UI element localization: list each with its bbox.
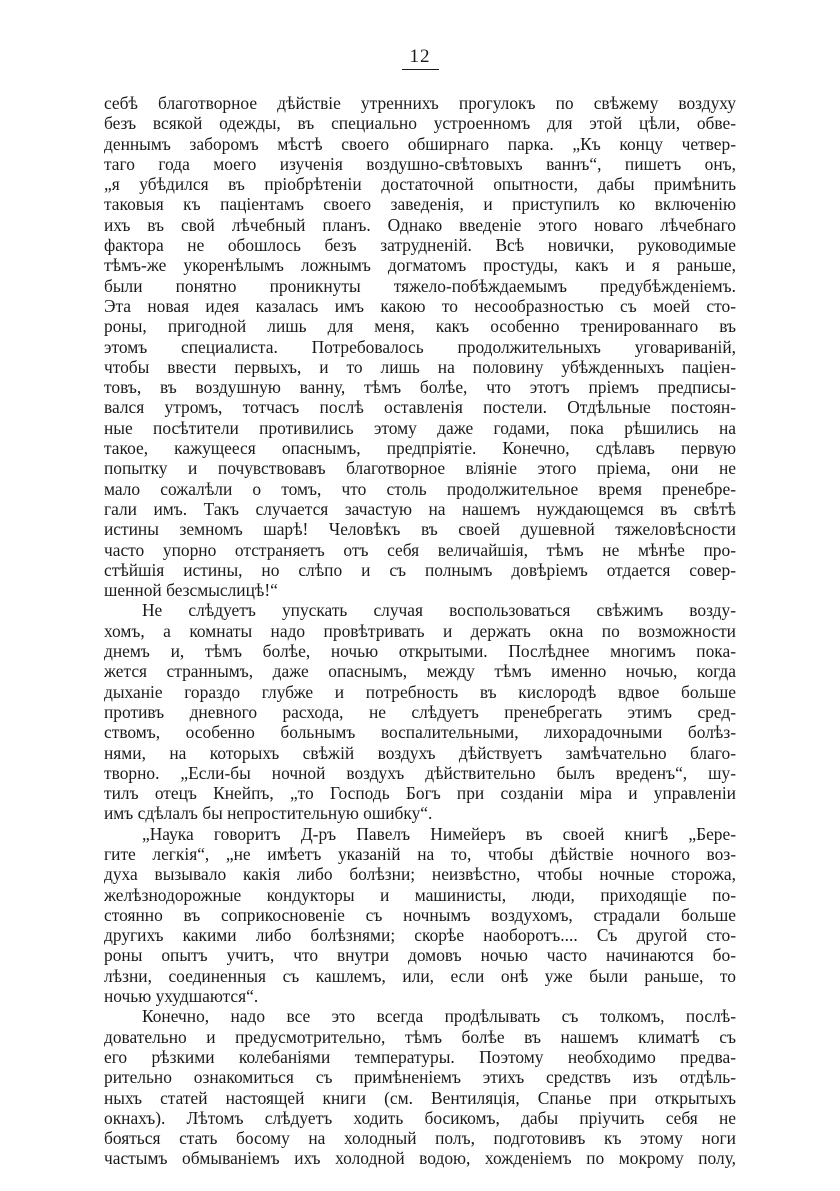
text-line: истины земномъ шарѣ! Человѣкъ въ своей душевной тяжеловѣсности bbox=[104, 519, 736, 540]
text-line: противъ дневного расхода, не слѣдуетъ пренебрегать этимъ сред- bbox=[104, 701, 736, 722]
text-line: тилъ отецъ Кнейпъ, „то Господь Богъ при созданіи міра и управленіи bbox=[104, 783, 736, 804]
text-line: роны, пригодной лишь для меня, какъ особенно тренированнаго въ bbox=[104, 316, 736, 337]
text-line: бояться стать босому на холодный полъ, подготовивъ къ этому ноги bbox=[104, 1128, 736, 1149]
text-line: были понятно проникнуты тяжело-побѣждаемымъ предубѣжденіемъ. bbox=[104, 275, 736, 296]
paragraph bbox=[104, 824, 736, 1007]
text-line: попытку и почувствовавъ благотворное вліяніе этого пріема, они не bbox=[104, 458, 736, 479]
text-line: дыханіе гораздо глубже и потребность въ кислородѣ вдвое больше bbox=[104, 681, 736, 702]
text-line: гали имъ. Такъ случается зачастую на нашемъ нуждающемся въ свѣтѣ bbox=[104, 498, 736, 519]
text-line: хомъ, а комнаты надо провѣтривать и держать окна по возможности bbox=[104, 620, 736, 641]
text-line: безъ всякой одежды, въ специально устроенномъ для этой цѣли, обве- bbox=[104, 113, 736, 134]
text-line: Не слѣдуетъ упускать случая воспользоваться свѣжимъ возду- bbox=[142, 600, 736, 621]
text-line: гите легкія“, „не имѣетъ указаній на то, чтобы дѣйствіе ночного воз- bbox=[104, 843, 736, 864]
text-line: такое, кажущееся опаснымъ, предпріятіе. Конечно, сдѣлавъ первую bbox=[104, 438, 736, 459]
text-line: роны опытъ учитъ, что внутри домовъ ночью часто начинаются бо- bbox=[104, 945, 736, 966]
text-line: довательно и предусмотрительно, тѣмъ болѣе въ нашемъ климатѣ съ bbox=[104, 1026, 736, 1047]
text-line: другихъ какими либо болѣзнями; скорѣе наоборотъ.... Съ другой сто- bbox=[104, 925, 736, 946]
text-line: духа вызывало какія либо болѣзни; неизвѣстно, чтобы ночные сторожа, bbox=[104, 864, 736, 885]
text-line: часто упорно отстраняетъ отъ себя величайшія, тѣмъ не мѣнѣе про- bbox=[104, 539, 736, 560]
text-line: чтобы ввести первыхъ, и то лишь на половину убѣжденныхъ пацiен- bbox=[104, 356, 736, 377]
text-line: „Наука говоритъ Д-ръ Павелъ Нимейеръ въ своей книгѣ „Бере- bbox=[142, 823, 736, 844]
paragraph bbox=[104, 600, 736, 823]
page-number bbox=[0, 46, 840, 70]
text-line: „я убѣдился въ пріобрѣтеніи достаточной опытности, дабы примѣнить bbox=[104, 174, 736, 195]
text-line: ные посѣтители противились этому даже годами, пока рѣшились на bbox=[104, 417, 736, 438]
text-line: стѣйшія истины, но слѣпо и съ полнымъ довѣріемъ отдается совер- bbox=[104, 559, 736, 580]
text-line: его рѣзкими колебаніями температуры. Поэтому необходимо предва- bbox=[104, 1046, 736, 1067]
text-line: окнахъ). Лѣтомъ слѣдуетъ ходить босикомъ, дабы пріучить себя не bbox=[104, 1107, 736, 1128]
text-line: нями, на которыхъ свѣжій воздухъ дѣйствуетъ замѣчательно благо- bbox=[104, 742, 736, 763]
text-line: имъ сдѣлалъ бы непростительную ошибку“. bbox=[104, 803, 433, 824]
text-line: деннымъ заборомъ мѣстѣ своего обширнаго парка. „Къ концу четвер- bbox=[104, 133, 736, 154]
text-line: частымъ обмываніемъ ихъ холодной водою, хожденіемъ по мокрому полу, bbox=[104, 1148, 736, 1169]
paragraph bbox=[104, 93, 736, 600]
text-line: желѣзнодорожные кондукторы и машинисты, люди, приходящіе по- bbox=[104, 884, 736, 905]
text-line: стоянно въ соприкосновеніе съ ночнымъ воздухомъ, страдали больше bbox=[104, 904, 736, 925]
text-line: ствомъ, особенно больнымъ воспалительными, лихорадочными болѣз- bbox=[104, 722, 736, 743]
text-line: ихъ въ свой лѣчебный планъ. Однако введеніе этого новаго лѣчебнаго bbox=[104, 214, 736, 235]
text-line: Конечно, надо все это всегда продѣлывать съ толкомъ, послѣ- bbox=[142, 1006, 736, 1027]
text-line: Эта новая идея казалась имъ какою то несообразностью съ моей сто- bbox=[104, 295, 736, 316]
text-line: этомъ специалиста. Потребовалось продолжительныхъ уговариваній, bbox=[104, 336, 736, 357]
text-line: лѣзни, соединенныя съ кашлемъ, или, если онѣ уже были раньше, то bbox=[104, 965, 736, 986]
text-line: жется страннымъ, даже опаснымъ, между тѣмъ именно ночью, когда bbox=[104, 661, 736, 682]
text-line: днемъ и, тѣмъ болѣе, ночью открытыми. Послѣднее многимъ пока- bbox=[104, 641, 736, 662]
text-line: ныхъ статей настоящей книги (см. Вентиляція, Спанье при открытыхъ bbox=[104, 1087, 736, 1108]
page-number-text: 12 bbox=[402, 46, 439, 70]
text-line: творно. „Если-бы ночной воздухъ дѣйствительно былъ вреденъ“, шу- bbox=[104, 762, 736, 783]
text-line: тѣмъ-же укоренѣлымъ ложнымъ догматомъ простуды, какъ и я раньше, bbox=[104, 255, 736, 276]
text-line: шенной безсмыслицѣ!“ bbox=[104, 580, 278, 601]
text-line: рительно ознакомиться съ примѣненіемъ этихъ средствъ изъ отдѣль- bbox=[104, 1067, 736, 1088]
text-line: вался утромъ, тотчасъ послѣ оставленія постели. Отдѣльные постоян- bbox=[104, 397, 736, 418]
text-line: ночью ухудшаются“. bbox=[104, 986, 259, 1007]
text-line: таковыя къ пацiентамъ своего заведенія, и приступилъ ко включенію bbox=[104, 194, 736, 215]
text-line: себѣ благотворное дѣйствіе утреннихъ прогулокъ по свѣжему воздуху bbox=[104, 93, 736, 113]
text-line: товъ, въ воздушную ванну, тѣмъ болѣе, что этотъ пріемъ предписы- bbox=[104, 377, 736, 398]
paragraph bbox=[104, 1006, 736, 1168]
text-line: фактора не обошлось безъ затрудненій. Всѣ новички, руководимые bbox=[104, 235, 736, 256]
document-body bbox=[104, 93, 736, 1169]
text-line: таго года моего изученія воздушно-свѣтовыхъ ваннъ“, пишетъ онъ, bbox=[104, 153, 736, 174]
text-line: мало сожалѣли о томъ, что столь продолжительное время пренебре- bbox=[104, 478, 736, 499]
